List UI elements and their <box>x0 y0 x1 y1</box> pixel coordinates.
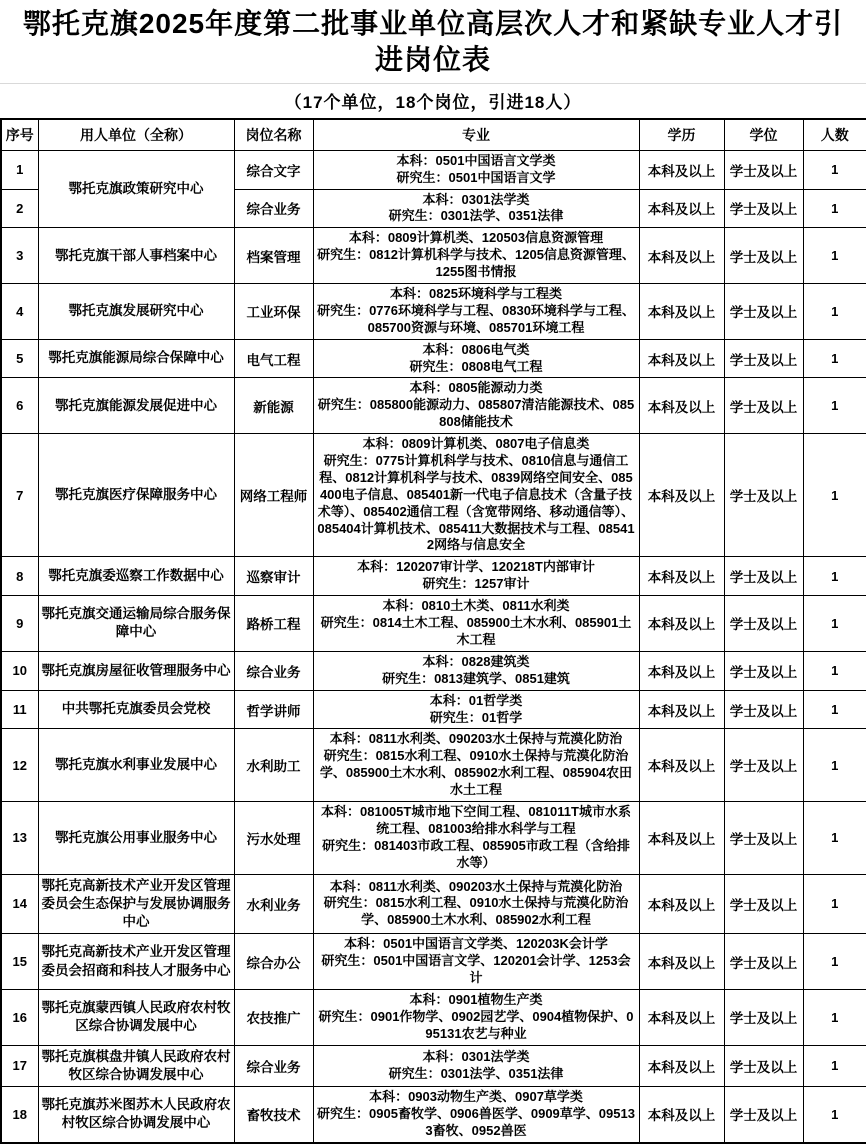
cell-employer: 鄂托克旗苏米图苏木人民政府农村牧区综合协调发展中心 <box>38 1086 234 1142</box>
cell-major <box>313 150 639 189</box>
cell-employer: 鄂托克高新技术产业开发区管理委员会生态保护与发展协调服务中心 <box>38 874 234 934</box>
cell-major <box>313 189 639 228</box>
major-undergraduate: 本科：0809计算机类、120503信息资源管理 <box>348 230 604 246</box>
major-graduate: 研究生：0776环境科学与工程、0830环境科学与工程、085700资源与环境、085701环境工程 <box>317 302 635 335</box>
cell-degree: 学士及以上 <box>724 378 803 434</box>
cell-major <box>313 378 639 434</box>
cell-seq: 6 <box>1 378 38 434</box>
major-graduate: 研究生：1257审计 <box>422 576 530 592</box>
column-header-6: 人数 <box>803 119 866 151</box>
cell-education: 本科及以上 <box>639 557 724 596</box>
cell-education: 本科及以上 <box>639 189 724 228</box>
cell-seq: 5 <box>1 339 38 378</box>
cell-count: 1 <box>803 690 866 729</box>
table-row <box>1 378 866 434</box>
cell-education: 本科及以上 <box>639 801 724 874</box>
column-header-2: 岗位名称 <box>234 119 313 151</box>
cell-employer: 鄂托克旗蒙西镇人民政府农村牧区综合协调发展中心 <box>38 989 234 1045</box>
table-row <box>1 1045 866 1086</box>
cell-employer: 鄂托克旗房屋征收管理服务中心 <box>38 651 234 690</box>
cell-major <box>313 596 639 652</box>
cell-position: 综合业务 <box>234 651 313 690</box>
major-undergraduate: 本科：01哲学类 <box>429 692 523 708</box>
major-graduate: 研究生：0808电气工程 <box>409 358 543 374</box>
major-undergraduate: 本科：081005T城市地下空间工程、081011T城市水系统工程、081003给排水科学与工程 <box>321 803 631 836</box>
major-undergraduate: 本科：0501中国语言文学类 <box>396 152 556 168</box>
cell-count: 1 <box>803 989 866 1045</box>
cell-count: 1 <box>803 434 866 557</box>
table-header-row <box>1 119 866 151</box>
cell-position: 综合业务 <box>234 1045 313 1086</box>
column-header-0: 序号 <box>1 119 38 151</box>
cell-degree: 学士及以上 <box>724 339 803 378</box>
cell-major <box>313 801 639 874</box>
cell-major <box>313 651 639 690</box>
major-undergraduate: 本科：0828建筑类 <box>422 653 530 669</box>
cell-employer: 鄂托克旗水利事业发展中心 <box>38 729 234 802</box>
cell-degree: 学士及以上 <box>724 284 803 340</box>
cell-major <box>313 339 639 378</box>
major-undergraduate: 本科：0901植物生产类 <box>409 991 543 1007</box>
major-graduate: 研究生：01哲学 <box>429 709 523 725</box>
cell-seq: 4 <box>1 284 38 340</box>
cell-seq: 7 <box>1 434 38 557</box>
major-graduate: 研究生：0301法学、0351法律 <box>388 208 564 224</box>
cell-major <box>313 690 639 729</box>
cell-seq: 18 <box>1 1086 38 1142</box>
cell-seq: 13 <box>1 801 38 874</box>
cell-major <box>313 934 639 990</box>
cell-position: 综合文字 <box>234 150 313 189</box>
table-row <box>1 651 866 690</box>
cell-employer: 鄂托克高新技术产业开发区管理委员会招商和科技人才服务中心 <box>38 934 234 990</box>
major-undergraduate: 本科：0809计算机类、0807电子信息类 <box>362 436 590 452</box>
major-undergraduate: 本科：0811水利类、090203水土保持与荒漠化防治 <box>329 878 623 894</box>
table-row <box>1 228 866 284</box>
column-header-3: 专业 <box>313 119 639 151</box>
major-undergraduate: 本科：0811水利类、090203水土保持与荒漠化防治 <box>329 731 623 747</box>
cell-employer: 鄂托克旗能源局综合保障中心 <box>38 339 234 378</box>
cell-count: 1 <box>803 729 866 802</box>
cell-major <box>313 557 639 596</box>
cell-education: 本科及以上 <box>639 378 724 434</box>
cell-count: 1 <box>803 1086 866 1142</box>
cell-education: 本科及以上 <box>639 934 724 990</box>
cell-count: 1 <box>803 596 866 652</box>
cell-major <box>313 729 639 802</box>
major-undergraduate: 本科：0903动物生产类、0907草学类 <box>369 1088 583 1104</box>
cell-position: 巡察审计 <box>234 557 313 596</box>
cell-education: 本科及以上 <box>639 1086 724 1142</box>
page-subtitle: （17个单位，18个岗位，引进18人） <box>0 83 866 118</box>
page-title: 鄂托克旗2025年度第二批事业单位高层次人才和紧缺专业人才引进岗位表 <box>22 8 844 76</box>
major-undergraduate: 本科：0301法学类 <box>422 1048 530 1064</box>
cell-major <box>313 874 639 934</box>
cell-position: 工业环保 <box>234 284 313 340</box>
major-graduate: 研究生：081403市政工程、085905市政工程（含给排水等） <box>322 837 630 870</box>
cell-degree: 学士及以上 <box>724 1045 803 1086</box>
major-graduate: 研究生：0815水利工程、0910水土保持与荒漠化防治学、085900土木水利、085902水利工程、085904农田水土工程 <box>319 748 633 798</box>
major-graduate: 研究生：0812计算机科学与技术、1205信息资源管理、1255图书情报 <box>317 247 635 280</box>
cell-degree: 学士及以上 <box>724 801 803 874</box>
cell-employer: 鄂托克旗公用事业服务中心 <box>38 801 234 874</box>
cell-education: 本科及以上 <box>639 228 724 284</box>
cell-count: 1 <box>803 339 866 378</box>
cell-seq: 10 <box>1 651 38 690</box>
cell-seq: 14 <box>1 874 38 934</box>
cell-education: 本科及以上 <box>639 150 724 189</box>
major-graduate: 研究生：085800能源动力、085807清洁能源技术、085808储能技术 <box>317 397 635 430</box>
cell-count: 1 <box>803 874 866 934</box>
cell-count: 1 <box>803 378 866 434</box>
major-undergraduate: 本科：0810土木类、0811水利类 <box>382 598 570 614</box>
major-undergraduate: 本科：0825环境科学与工程类 <box>390 286 562 302</box>
cell-seq: 9 <box>1 596 38 652</box>
table-row <box>1 874 866 934</box>
cell-position: 水利助工 <box>234 729 313 802</box>
major-undergraduate: 本科：120207审计学、120218T内部审计 <box>357 559 595 575</box>
cell-education: 本科及以上 <box>639 596 724 652</box>
table-row <box>1 989 866 1045</box>
cell-degree: 学士及以上 <box>724 1086 803 1142</box>
table-row <box>1 690 866 729</box>
cell-count: 1 <box>803 651 866 690</box>
cell-seq: 1 <box>1 150 38 189</box>
cell-degree: 学士及以上 <box>724 557 803 596</box>
major-graduate: 研究生：0814土木工程、085900土木水利、085901土木工程 <box>320 615 632 647</box>
major-undergraduate: 本科：0501中国语言文学类、120203K会计学 <box>344 936 608 952</box>
cell-education: 本科及以上 <box>639 690 724 729</box>
cell-count: 1 <box>803 228 866 284</box>
cell-count: 1 <box>803 557 866 596</box>
cell-degree: 学士及以上 <box>724 596 803 652</box>
cell-education: 本科及以上 <box>639 651 724 690</box>
cell-education: 本科及以上 <box>639 989 724 1045</box>
cell-count: 1 <box>803 1045 866 1086</box>
table-row <box>1 434 866 557</box>
major-graduate: 研究生：0501中国语言文学、120201会计学、1253会计 <box>321 953 631 985</box>
cell-degree: 学士及以上 <box>724 690 803 729</box>
column-header-4: 学历 <box>639 119 724 151</box>
cell-seq: 3 <box>1 228 38 284</box>
table-row <box>1 729 866 802</box>
cell-position: 网络工程师 <box>234 434 313 557</box>
cell-seq: 2 <box>1 189 38 228</box>
cell-major <box>313 434 639 557</box>
cell-education: 本科及以上 <box>639 434 724 557</box>
cell-position: 哲学讲师 <box>234 690 313 729</box>
column-header-5: 学位 <box>724 119 803 151</box>
cell-position: 综合办公 <box>234 934 313 990</box>
table-body <box>1 150 866 1142</box>
cell-degree: 学士及以上 <box>724 651 803 690</box>
cell-position: 污水处理 <box>234 801 313 874</box>
cell-education: 本科及以上 <box>639 284 724 340</box>
cell-count: 1 <box>803 189 866 228</box>
cell-position: 畜牧技术 <box>234 1086 313 1142</box>
table-row <box>1 1086 866 1142</box>
cell-count: 1 <box>803 801 866 874</box>
cell-position: 综合业务 <box>234 189 313 228</box>
cell-employer: 鄂托克旗发展研究中心 <box>38 284 234 340</box>
major-graduate: 研究生：0501中国语言文学 <box>396 169 556 185</box>
major-undergraduate: 本科：0805能源动力类 <box>409 380 543 396</box>
cell-degree: 学士及以上 <box>724 434 803 557</box>
major-graduate: 研究生：0301法学、0351法律 <box>388 1065 564 1081</box>
cell-major <box>313 1086 639 1142</box>
cell-employer: 鄂托克旗医疗保障服务中心 <box>38 434 234 557</box>
cell-education: 本科及以上 <box>639 1045 724 1086</box>
cell-position: 农技推广 <box>234 989 313 1045</box>
cell-seq: 12 <box>1 729 38 802</box>
cell-employer: 鄂托克旗委巡察工作数据中心 <box>38 557 234 596</box>
cell-employer: 鄂托克旗能源发展促进中心 <box>38 378 234 434</box>
cell-position: 路桥工程 <box>234 596 313 652</box>
cell-degree: 学士及以上 <box>724 934 803 990</box>
cell-major <box>313 284 639 340</box>
cell-major <box>313 228 639 284</box>
table-row <box>1 596 866 652</box>
cell-degree: 学士及以上 <box>724 729 803 802</box>
table-row <box>1 801 866 874</box>
cell-position: 电气工程 <box>234 339 313 378</box>
major-graduate: 研究生：0905畜牧学、0906兽医学、0909草学、095133畜牧、0952兽医 <box>317 1105 635 1138</box>
major-undergraduate: 本科：0301法学类 <box>422 191 530 207</box>
cell-education: 本科及以上 <box>639 874 724 934</box>
cell-seq: 16 <box>1 989 38 1045</box>
major-graduate: 研究生：0813建筑学、0851建筑 <box>382 670 570 686</box>
cell-seq: 17 <box>1 1045 38 1086</box>
major-undergraduate: 本科：0806电气类 <box>422 341 530 357</box>
cell-position: 新能源 <box>234 378 313 434</box>
cell-degree: 学士及以上 <box>724 228 803 284</box>
cell-employer: 鄂托克旗棋盘井镇人民政府农村牧区综合协调发展中心 <box>38 1045 234 1086</box>
cell-employer: 中共鄂托克旗委员会党校 <box>38 690 234 729</box>
table-row <box>1 934 866 990</box>
cell-major <box>313 1045 639 1086</box>
table-row <box>1 284 866 340</box>
cell-count: 1 <box>803 150 866 189</box>
cell-seq: 8 <box>1 557 38 596</box>
cell-seq: 15 <box>1 934 38 990</box>
cell-major <box>313 989 639 1045</box>
major-graduate: 研究生：0775计算机科学与技术、0810信息与通信工程、0812计算机科学与技术、0839网络空间安全、085400电子信息、085401新一代电子信息技术（含量子技术等）、085402通信工程（含宽带网络、移动通信等）、085404计算机技术、085411大数据技术与工程、085412网络与信息安全 <box>317 453 635 553</box>
cell-count: 1 <box>803 284 866 340</box>
cell-degree: 学士及以上 <box>724 150 803 189</box>
cell-employer: 鄂托克旗交通运输局综合服务保障中心 <box>38 596 234 652</box>
cell-position: 水利业务 <box>234 874 313 934</box>
cell-degree: 学士及以上 <box>724 874 803 934</box>
positions-table <box>0 118 866 1144</box>
cell-education: 本科及以上 <box>639 339 724 378</box>
table-row <box>1 150 866 189</box>
cell-employer: 鄂托克旗干部人事档案中心 <box>38 228 234 284</box>
cell-degree: 学士及以上 <box>724 189 803 228</box>
major-graduate: 研究生：0815水利工程、0910水土保持与荒漠化防治学、085900土木水利、085902水利工程 <box>323 895 629 928</box>
column-header-1: 用人单位（全称） <box>38 119 234 151</box>
cell-count: 1 <box>803 934 866 990</box>
cell-education: 本科及以上 <box>639 729 724 802</box>
cell-seq: 11 <box>1 690 38 729</box>
table-row <box>1 557 866 596</box>
major-graduate: 研究生：0901作物学、0902园艺学、0904植物保护、095131农艺与种业 <box>318 1008 634 1041</box>
cell-position: 档案管理 <box>234 228 313 284</box>
cell-employer: 鄂托克旗政策研究中心 <box>38 150 234 228</box>
cell-degree: 学士及以上 <box>724 989 803 1045</box>
table-row <box>1 339 866 378</box>
